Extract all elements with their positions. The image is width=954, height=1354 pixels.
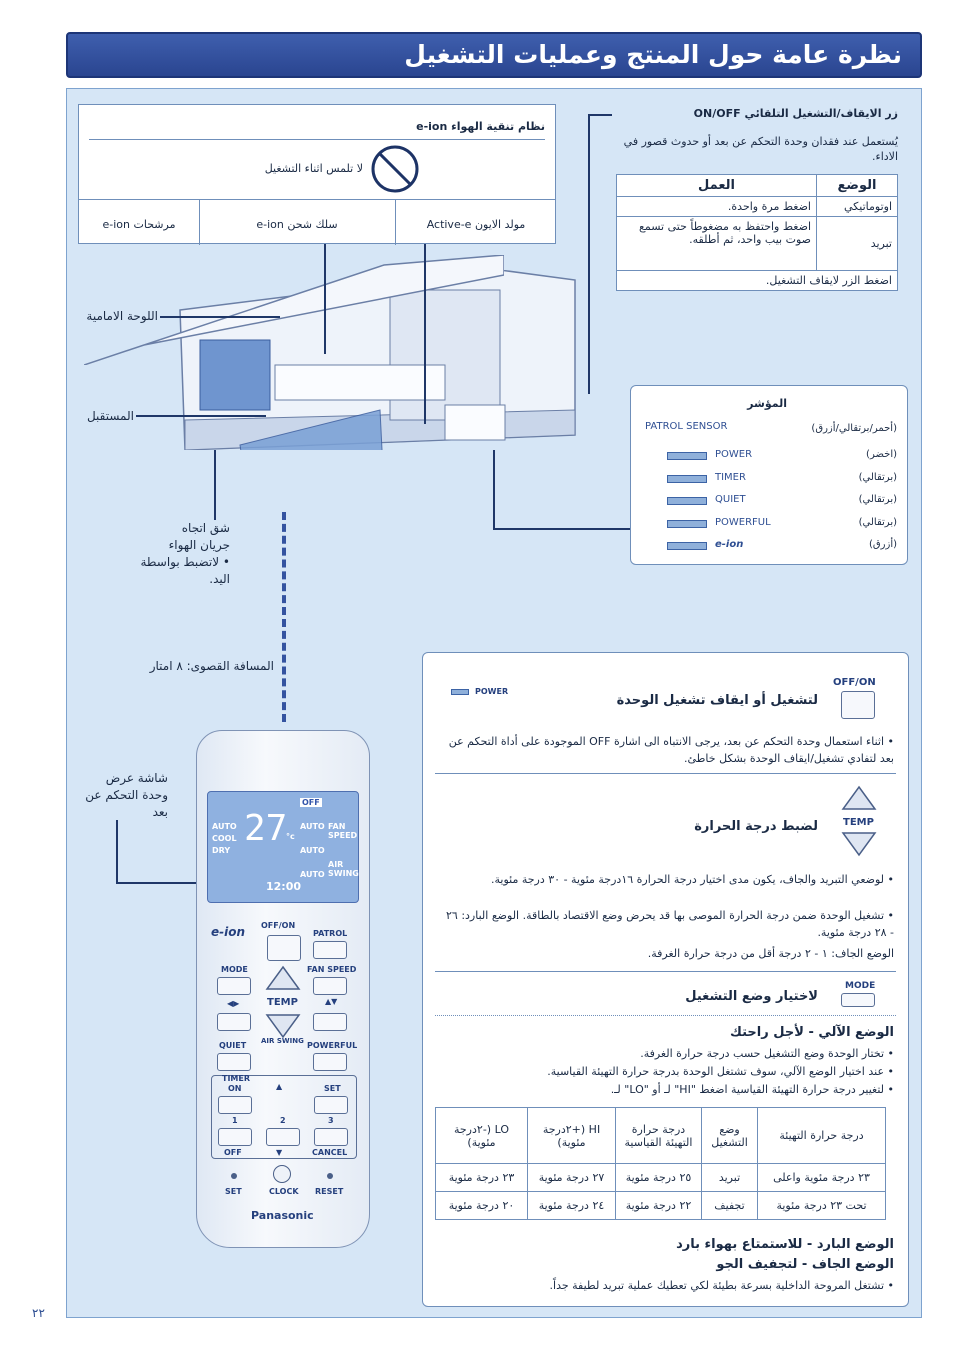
lcd-temp: 27 <box>244 808 288 849</box>
remote-offon-button[interactable] <box>267 935 301 961</box>
onoff-table <box>616 174 898 291</box>
indicator-sensor: PATROL SENSOR <box>645 421 728 432</box>
eion-part-generator: مولد الايون Active-e <box>426 218 526 231</box>
vane-note: • لاتضبط بواسطة اليد. <box>140 555 230 586</box>
swing-up-down-icon: ▲▼ <box>325 997 338 1006</box>
indicator-sensor-color: (أحمر/برتقالي/أزرق) <box>811 423 897 434</box>
s4-b2: • عند اختيار الوضع الآلي، سوف تشتغل الوحدة بدرجة حرارة التهيئة القياسية. <box>547 1065 894 1078</box>
s3-title: لاختيار وضع التشغيل <box>685 989 818 1004</box>
indicator-row <box>631 536 907 556</box>
indicator-color: (أزرق) <box>869 539 897 550</box>
timer-3-button[interactable] <box>314 1128 348 1146</box>
table-cell: ٢٤ درجة مئوية <box>528 1192 616 1220</box>
s5-title-dry: الوضع الجاف - لتجفيف الجو <box>716 1257 894 1272</box>
table-cell: تبريد <box>702 1164 758 1192</box>
divider <box>199 199 200 245</box>
eion-part-filters: مرشحات e-ion <box>102 218 176 231</box>
th-hi: HI (+٢درجة مئوية) <box>528 1108 616 1164</box>
indicator-box <box>630 385 908 565</box>
remote-display <box>207 791 359 903</box>
table-cell: ٢٥ درجة مئوية <box>616 1164 702 1192</box>
indicator-lamp <box>667 542 707 550</box>
s2-title: لضبط درجة الحرارة <box>694 819 818 834</box>
th-standard: درجة حرارة التهيئة القياسية <box>616 1108 702 1164</box>
indicator-title: المؤشر <box>747 397 787 410</box>
table-cell: تجفيف <box>702 1192 758 1220</box>
table-cell: ٢٢ درجة مئوية <box>616 1192 702 1220</box>
s5-bullet: • تشتغل المروحة الداخلية بسرعة بطيئة لكي تعطيك عملية تبريد لطيفة جداً. <box>549 1279 894 1292</box>
remote-num-2: 2 <box>280 1116 286 1125</box>
onoff-box <box>616 104 898 316</box>
distance-label: المسافة القصوى: ٨ امتار <box>149 659 274 673</box>
s4-b3: • لتغيير درجة حرارة التهيئة القياسية اضغط "HI" لـ أو "LO" لـ. <box>610 1083 894 1096</box>
lcd-auto: AUTO <box>300 822 325 831</box>
remote-cancel-label: CANCEL <box>312 1148 348 1157</box>
indicator-lamp <box>667 497 707 505</box>
clock-button[interactable] <box>273 1165 291 1183</box>
table-cell: ٢٠ درجة مئوية <box>436 1192 528 1220</box>
remote-fan-label: FAN SPEED <box>307 965 357 974</box>
row-action: اضغط الزر لايقاف التشغيل. <box>617 271 898 291</box>
onoff-title: زر الايقاف/التشغيل التلقائي ON/OFF <box>693 107 898 120</box>
indicator-name: TIMER <box>715 472 746 483</box>
leader-line <box>588 114 612 116</box>
remote-clock-label: CLOCK <box>269 1187 299 1196</box>
indicator-lamp <box>667 475 707 483</box>
eion-box <box>78 104 556 244</box>
remote-timer-label: TIMER <box>222 1074 251 1083</box>
remote-patrol-button[interactable] <box>313 941 347 959</box>
temp-up-icon[interactable] <box>265 965 301 995</box>
lcd-mode-auto: AUTO <box>212 822 237 831</box>
indicator-row <box>631 491 907 511</box>
leader-line <box>116 820 118 884</box>
set-dot-icon[interactable] <box>231 1173 237 1179</box>
lcd-off: OFF <box>302 798 320 807</box>
lcd-fan-speed: FAN SPEED <box>328 822 358 840</box>
temp-down-icon <box>841 831 877 861</box>
indicator-row <box>631 514 907 534</box>
mode-button-illustration <box>841 993 875 1007</box>
timer-down-icon: ▼ <box>276 1148 283 1157</box>
temp-up-icon <box>841 785 877 815</box>
indicator-color: (برتقالي) <box>858 472 897 483</box>
table-cell: ٢٣ درجة مئوية <box>436 1164 528 1192</box>
divider <box>435 971 896 972</box>
remote-swing-ud-button[interactable] <box>313 1013 347 1031</box>
operations-box <box>422 652 909 1307</box>
remote-brand: Panasonic <box>251 1209 314 1222</box>
leader-line <box>214 450 216 520</box>
swing-left-right-icon: ◀▶ <box>227 999 240 1008</box>
row-mode: تبريد <box>817 217 898 271</box>
eion-header: نظام تنقية الهواء e-ion <box>416 120 545 133</box>
temp-label: TEMP <box>843 817 874 828</box>
remote-eion-logo: e-ion <box>211 925 246 939</box>
no-touch-icon <box>369 143 421 199</box>
leader-line <box>324 244 326 354</box>
remote-control <box>196 730 370 1248</box>
s2-b3: الوضع الجاف: ١ - ٢ درجة أقل من درجة حرارة الغرفة. <box>647 947 894 960</box>
timer-set-button[interactable] <box>314 1096 348 1114</box>
row-action: اضغط مرة واحدة. <box>617 197 817 217</box>
indicator-lamp <box>667 520 707 528</box>
lcd-mode-cool: COOL <box>212 834 237 843</box>
s2-b2: • تشغيل الوحدة ضمن درجة الحرارة الموصى بها قد يحرض وضع الاقتصاد بالطاقة. الوضع البارد: ٢٦ - ٢٨ درجة مئوية. <box>446 909 894 939</box>
lcd-unit: °c <box>286 832 295 841</box>
s1-bullet: • اثناء استعمال وحدة التحكم عن بعد، يرجى الانتباه الى اشارة OFF الموجودة على أداة التحكم عن بعد لتفادي تشغيل/ايقاف الوحدة بشكل خاطئ. <box>448 735 894 765</box>
lcd-mode-dry: DRY <box>212 846 231 855</box>
lcd-auto: AUTO <box>300 846 325 855</box>
lcd-auto: AUTO <box>300 870 325 879</box>
timer-up-icon: ▲ <box>276 1082 283 1091</box>
remote-num-3: 3 <box>328 1116 334 1125</box>
s4-b1: • تختار الوحدة وضع التشغيل حسب درجة حرارة الغرفة. <box>640 1047 894 1060</box>
leader-line <box>424 244 426 424</box>
indicator-lamp <box>667 452 707 460</box>
remote-air-swing-label: AIR SWING <box>261 1037 304 1045</box>
reset-dot-icon[interactable] <box>327 1173 333 1179</box>
divider <box>435 773 896 774</box>
remote-swing-lr-button[interactable] <box>217 1013 251 1031</box>
col-mode: الوضع <box>817 175 898 197</box>
lcd-air-swing: AIR SWING <box>328 860 359 878</box>
timer-1-button[interactable] <box>218 1128 252 1146</box>
remote-offon-label: OFF/ON <box>261 921 296 930</box>
divider <box>395 199 396 245</box>
remote-off-label: OFF <box>224 1148 242 1157</box>
display-label: شاشة عرض وحدة التحكم عن بعد <box>85 771 168 819</box>
table-cell: تحت ٢٣ درجة مئوية <box>758 1192 886 1220</box>
power-indicator-label: POWER <box>475 687 509 696</box>
remote-fan-speed-button[interactable] <box>313 977 347 995</box>
indicator-name: POWER <box>715 449 753 460</box>
indicator-row <box>631 469 907 489</box>
indicator-color: (برتقالي) <box>858 494 897 505</box>
remote-powerful-label: POWERFUL <box>307 1041 358 1050</box>
remote-mode-button[interactable] <box>217 977 251 995</box>
lcd-clock: 12:00 <box>266 880 302 893</box>
s4-title: الوضع الآلي - لأجل راحتك <box>730 1025 894 1040</box>
mode-label: MODE <box>845 981 876 991</box>
remote-quiet-button[interactable] <box>217 1053 251 1071</box>
remote-quiet-label: QUIET <box>219 1041 247 1050</box>
s5-title-cool: الوضع البارد - للاستمتاع بهواء بارد <box>676 1237 894 1252</box>
row-action: اضغط واحتفظ به مضغوطاً حتى تسمع صوت بيب واحد، ثم أطلقه. <box>617 217 817 271</box>
th-lo: LO (-٢درجة مئوية) <box>436 1108 528 1164</box>
front-panel-label: اللوحة الامامية <box>86 309 158 323</box>
th-mode: وضع التشغيل <box>702 1108 758 1164</box>
divider <box>435 1015 896 1016</box>
page-title: نظرة عامة حول المنتج وعمليات التشغيل <box>404 40 902 69</box>
timer-panel <box>211 1075 357 1159</box>
receiver-label: المستقبل <box>86 409 134 423</box>
remote-num-1: 1 <box>232 1116 238 1125</box>
table-cell: ٢٧ درجة مئوية <box>528 1164 616 1192</box>
divider <box>89 139 545 140</box>
offon-button-illustration <box>841 691 875 719</box>
remote-on-label: ON <box>228 1084 242 1093</box>
temp-table <box>435 1107 886 1220</box>
remote-powerful-button[interactable] <box>313 1053 347 1071</box>
remote-patrol-label: PATROL <box>313 929 348 938</box>
leader-line <box>136 415 266 417</box>
th-setting: درجة حرارة التهيئة <box>758 1108 886 1164</box>
leader-line <box>160 316 280 318</box>
remote-set-timer-label: SET <box>324 1084 341 1093</box>
indicator-row <box>631 446 907 466</box>
offon-button-label: OFF/ON <box>833 677 876 688</box>
page-number: ٢٢ <box>32 1306 45 1320</box>
indicator-color: (اخضر) <box>866 449 897 460</box>
col-action: العمل <box>617 175 817 197</box>
title-bar <box>66 32 922 78</box>
power-lamp-icon <box>451 689 469 695</box>
timer-2-button[interactable] <box>266 1128 300 1146</box>
s1-title: لتشغيل أو ايقاف تشغيل الوحدة <box>616 693 818 708</box>
signal-path <box>282 512 286 722</box>
leader-line <box>493 528 630 530</box>
vane-label: شق اتجاه جريان الهواء <box>168 521 230 552</box>
s2-b1: • لوضعي التبريد والجاف، يكون مدى اختيار درجة الحرارة ١٦درجة مئوية - ٣٠ درجة مئوية. <box>491 873 894 886</box>
leader-line <box>493 450 495 530</box>
remote-set-label: SET <box>225 1187 242 1196</box>
leader-line <box>588 114 590 394</box>
timer-on-button[interactable] <box>218 1096 252 1114</box>
remote-temp-label: TEMP <box>267 997 298 1008</box>
divider <box>79 199 555 200</box>
indicator-name: QUIET <box>715 494 746 505</box>
onoff-bullet: يُستعمل عند فقدان وحدة التحكم عن بعد أو حدوث قصور في الاداء. <box>623 135 898 163</box>
remote-mode-label: MODE <box>221 965 248 974</box>
eion-warning: لا تلمس اثناء التشغيل <box>264 162 363 175</box>
table-cell: ٢٣ درجة مئوية واعلى <box>758 1164 886 1192</box>
indicator-name: e-ion <box>715 539 744 550</box>
row-mode: اوتوماتيكي <box>817 197 898 217</box>
eion-part-wire: سلك شحن e-ion <box>256 218 338 231</box>
indicator-name: POWERFUL <box>715 517 771 528</box>
indicator-color: (برتقالي) <box>858 517 897 528</box>
remote-reset-label: RESET <box>315 1187 344 1196</box>
